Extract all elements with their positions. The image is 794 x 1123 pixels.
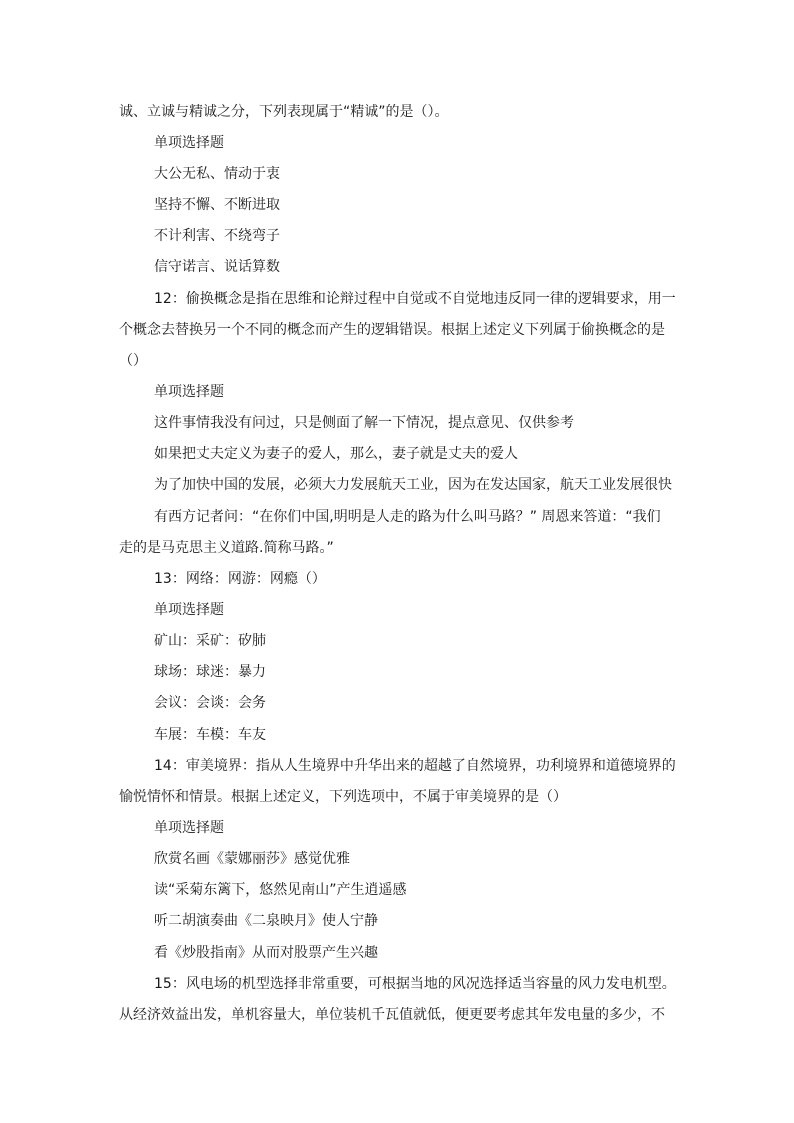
question-12-option-b: 如果把丈夫定义为妻子的爱人，那么，妻子就是丈夫的爱人	[154, 446, 518, 462]
question-11-stem-tail: 诚、立诚与精诚之分，下列表现属于“精诚”的是（）。	[119, 104, 449, 120]
question-14-type: 单项选择题	[154, 820, 224, 836]
question-13-option-c: 会议：会谈：会务	[154, 695, 266, 711]
question-14-stem-line-1: 14：审美境界：指从人生境界中升华出来的超越了自然境界，功利境界和道德境界的	[154, 758, 676, 774]
question-12-option-d-line-2: 走的是马克思主义道路.简称马路。”	[119, 540, 334, 556]
question-11-option-a: 大公无私、情动于衷	[154, 166, 280, 182]
question-12-stem-line-1: 12：偷换概念是指在思维和论辩过程中自觉或不自觉地违反同一律的逻辑要求，用一	[154, 291, 676, 307]
question-15-stem-line-1: 15：风电场的机型选择非常重要，可根据当地的风况选择适当容量的风力发电机型。	[154, 976, 676, 992]
question-11-option-c: 不计利害、不绕弯子	[154, 228, 280, 244]
question-13-option-d: 车展：车模：车友	[154, 727, 266, 743]
question-11-option-d: 信守诺言、说话算数	[154, 259, 280, 275]
question-12-option-a: 这件事情我没有问过，只是侧面了解一下情况，提点意见、仅供参考	[154, 415, 574, 431]
question-12-stem-line-3: （）	[119, 353, 147, 369]
question-13-option-b: 球场：球迷：暴力	[154, 664, 266, 680]
question-14-stem-line-2: 愉悦情怀和情景。根据上述定义，下列选项中，不属于审美境界的是（）	[119, 789, 567, 805]
question-12-type: 单项选择题	[154, 384, 224, 400]
question-13-option-a: 矿山：采矿：矽肺	[154, 633, 266, 649]
question-11-type: 单项选择题	[154, 135, 224, 151]
question-14-option-c: 听二胡演奏曲《二泉映月》使人宁静	[154, 913, 378, 929]
question-12-option-d-line-1: 有西方记者问：“在你们中国,明明是人走的路为什么叫马路？” 周恩来答道：“我们	[154, 509, 661, 525]
question-14-option-d: 看《炒股指南》从而对股票产生兴趣	[154, 945, 378, 961]
question-14-option-a: 欣赏名画《蒙娜丽莎》感觉优雅	[154, 851, 350, 867]
question-15-stem-line-2: 从经济效益出发，单机容量大，单位装机千瓦值就低，便更要考虑其年发电量的多少，不	[119, 1007, 665, 1023]
question-12-option-c: 为了加快中国的发展，必须大力发展航天工业，因为在发达国家，航天工业发展很快	[154, 477, 672, 493]
question-11-option-b: 坚持不懈、不断进取	[154, 197, 280, 213]
question-14-option-b: 读“采菊东篱下，悠然见南山”产生逍遥感	[154, 882, 407, 898]
question-13-stem: 13：网络：网游：网瘾（）	[154, 571, 326, 587]
question-12-stem-line-2: 个概念去替换另一个不同的概念而产生的逻辑错误。根据上述定义下列属于偷换概念的是	[119, 322, 665, 338]
question-13-type: 单项选择题	[154, 602, 224, 618]
